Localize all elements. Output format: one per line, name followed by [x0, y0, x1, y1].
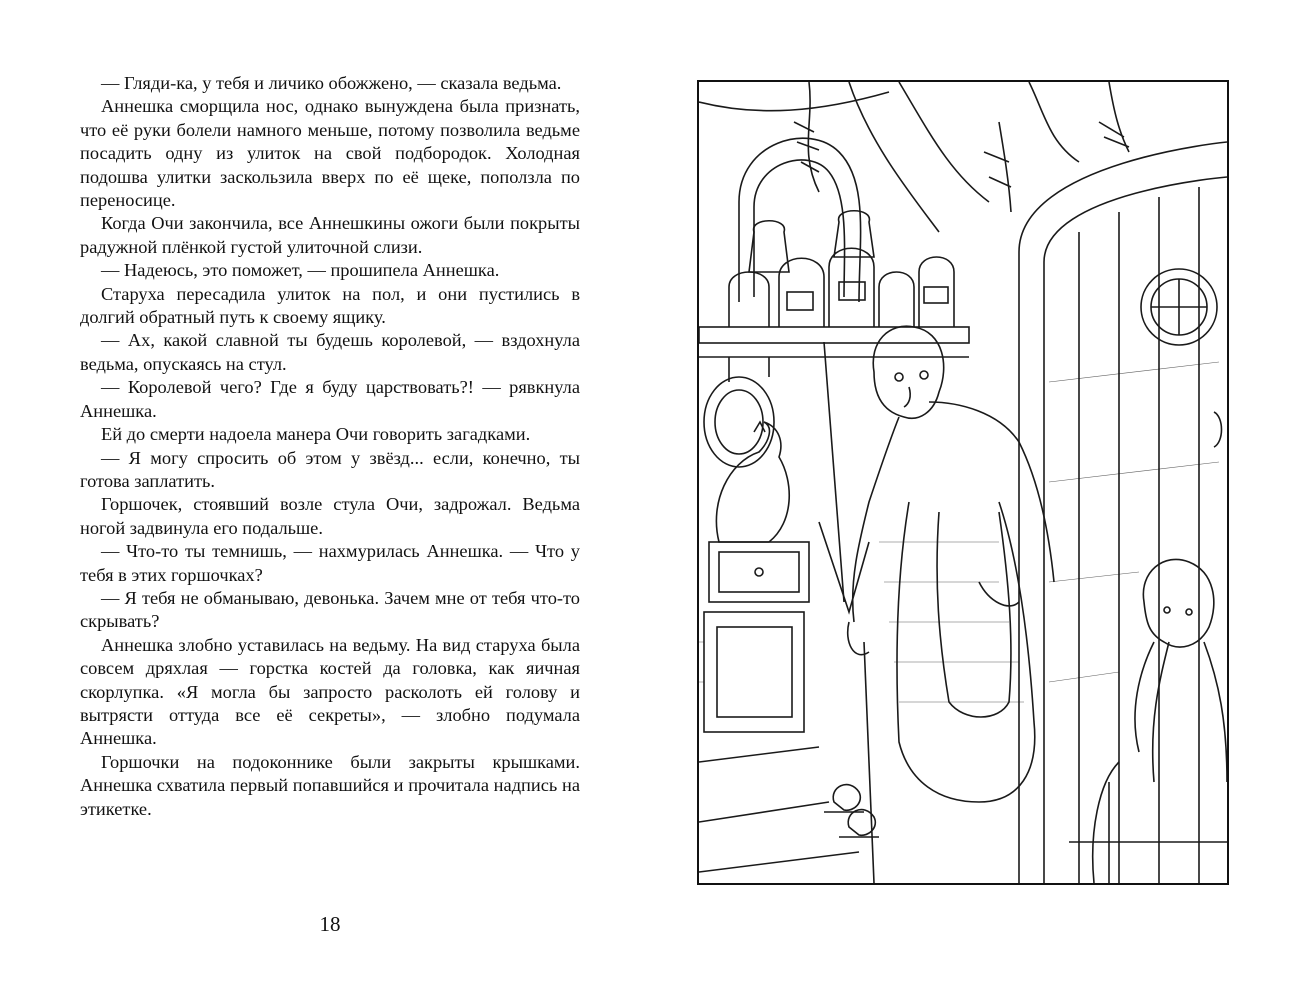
paragraph: — Надеюсь, это поможет, — прошипела Аннешка. — [101, 260, 500, 281]
paragraph: Аннешка злобно уставилась на ведьму. На вид старуха была совсем дряхлая — горстка костей да головка, как яичная скорлупка. «Я могла бы запросто расколоть ей голову и вытрясти оттуда все её секреты», — злобно подумала Аннешка. — [80, 634, 580, 749]
paragraph: — Гляди-ка, у тебя и личико обожжено, — сказала ведьма. — [101, 73, 562, 93]
paragraph: Аннешка сморщила нос, однако вынуждена была признать, что её руки болели намного меньше, потому позволила ведьме посадить одну из улиток на свой подбородок. Холодная подошва улитки заскользила вверх по её щеке, поползла по переносице. — [80, 96, 580, 211]
paragraph: Ей до смерти надоела манера Очи говорить загадками. — [101, 424, 531, 445]
paragraph: Горшочек, стоявший возле стула Очи, задрожал. Ведьма ногой задвинула его подальше. — [80, 494, 580, 538]
paragraph: — Королевой чего? Где я буду царствовать?! — рявкнула Аннешка. — [80, 377, 580, 421]
page-number: 18 — [319, 912, 341, 936]
illustration-drawing — [699, 82, 1227, 883]
paragraph: — Я тебя не обманываю, девонька. Зачем мне от тебя что-то скрывать? — [80, 587, 580, 632]
paragraph: Старуха пересадила улиток на пол, и они пустились в долгий обратный путь к своему ящику. — [80, 283, 580, 328]
paragraph: — Что-то ты темнишь, — нахмурилась Аннешка. — Что у тебя в этих горшочках? — [80, 541, 580, 585]
paragraph: — Я могу спросить об этом у звёзд... если, конечно, ты готова заплатить. — [80, 447, 580, 491]
paragraph: Когда Очи закончила, все Аннешкины ожоги были покрыты радужной плёнкой густой улиточной слизи. — [80, 213, 580, 257]
paragraph: Горшочки на подоконнике были закрыты крышками. Аннешка схватила первый попавшийся и прочитала надпись на этикетке. — [80, 751, 580, 819]
paragraph: — Ах, какой славной ты будешь королевой, — вздохнула ведьма, опускаясь на стул. — [80, 330, 580, 374]
illustration — [697, 80, 1229, 885]
left-page-text — [80, 72, 580, 821]
